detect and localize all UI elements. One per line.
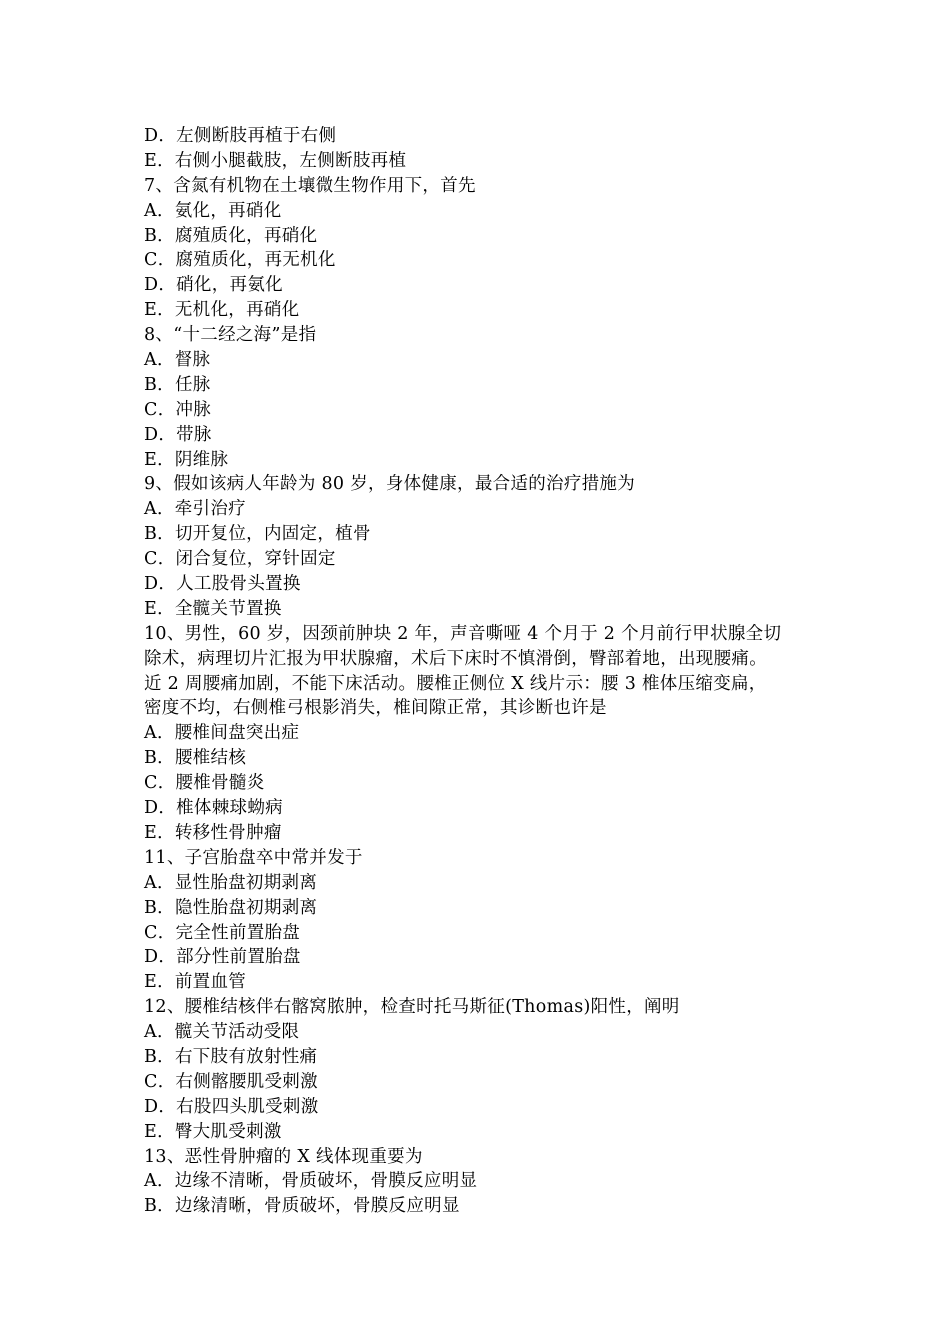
option-c-q10: C．腰椎骨髓炎 — [144, 773, 265, 794]
question-7: 7、含氮有机物在土壤微生物作用下，首先 — [144, 175, 476, 196]
question-10-line-4: 密度不均，右侧椎弓根影消失，椎间隙正常，其诊断也许是 — [144, 698, 607, 719]
option-a-q10: A．腰椎间盘突出症 — [144, 723, 300, 744]
option-d-q9: D．人工股骨头置换 — [144, 574, 301, 595]
question-11: 11、子宫胎盘卒中常并发于 — [144, 847, 363, 868]
option-a-q13: A．边缘不清晰，骨质破坏，骨膜反应明显 — [144, 1171, 478, 1192]
option-b-q8: B．任脉 — [144, 374, 211, 395]
question-10-line-3: 近 2 周腰痛加剧，不能下床活动。腰椎正侧位 X 线片示：腰 3 椎体压缩变扁， — [144, 673, 767, 694]
option-a-q9: A．牵引治疗 — [144, 499, 246, 520]
question-10-line-2: 除术，病理切片汇报为甲状腺瘤，术后下床时不慎滑倒，臀部着地，出现腰痛。 — [144, 648, 767, 669]
question-8: 8、“十二经之海”是指 — [144, 325, 317, 346]
question-10-line-1: 10、男性，60 岁，因颈前肿块 2 年，声音嘶哑 4 个月于 2 个月前行甲状腺全切 — [144, 623, 782, 644]
option-d-q11: D．部分性前置胎盘 — [144, 947, 301, 968]
option-c-q11: C．完全性前置胎盘 — [144, 922, 301, 943]
document-body — [144, 124, 834, 1219]
option-b-q9: B．切开复位，内固定，植骨 — [144, 524, 371, 545]
option-d-q12: D．右股四头肌受刺激 — [144, 1096, 319, 1117]
option-a-q11: A．显性胎盘初期剥离 — [144, 872, 318, 893]
option-b-q11: B．隐性胎盘初期剥离 — [144, 897, 318, 918]
question-9: 9、假如该病人年龄为 80 岁，身体健康，最合适的治疗措施为 — [144, 474, 636, 495]
option-b-q10: B．腰椎结核 — [144, 748, 247, 769]
option-b-q13: B．边缘清晰，骨质破坏，骨膜反应明显 — [144, 1196, 460, 1217]
option-e-q6: E．右侧小腿截肢，左侧断肢再植 — [144, 150, 407, 171]
option-c-q9: C．闭合复位，穿针固定 — [144, 549, 336, 570]
option-a-q12: A．髋关节活动受限 — [144, 1022, 300, 1043]
option-e-q8: E．阴维脉 — [144, 449, 229, 470]
option-e-q10: E．转移性骨肿瘤 — [144, 822, 282, 843]
option-d-q7: D．硝化，再氨化 — [144, 275, 283, 296]
option-c-q12: C．右侧髂腰肌受刺激 — [144, 1071, 318, 1092]
option-a-q8: A．督脉 — [144, 350, 211, 371]
option-e-q9: E．全髋关节置换 — [144, 598, 282, 619]
question-13: 13、恶性骨肿瘤的 X 线体现重要为 — [144, 1146, 423, 1167]
option-e-q12: E．臀大肌受刺激 — [144, 1121, 282, 1142]
option-c-q7: C．腐殖质化，再无机化 — [144, 250, 336, 271]
option-e-q7: E．无机化，再硝化 — [144, 300, 300, 321]
option-d-q8: D．带脉 — [144, 424, 212, 445]
option-a-q7: A．氨化，再硝化 — [144, 200, 282, 221]
option-b-q7: B．腐殖质化，再硝化 — [144, 225, 318, 246]
option-b-q12: B．右下肢有放射性痛 — [144, 1046, 318, 1067]
option-d-q10: D．椎体棘球蚴病 — [144, 798, 283, 819]
option-d-q6: D．左侧断肢再植于右侧 — [144, 126, 337, 146]
question-12: 12、腰椎结核伴右髂窝脓肿，检查时托马斯征(Thomas)阳性，阐明 — [144, 997, 680, 1018]
option-e-q11: E．前置血管 — [144, 972, 247, 993]
option-c-q8: C．冲脉 — [144, 399, 212, 420]
